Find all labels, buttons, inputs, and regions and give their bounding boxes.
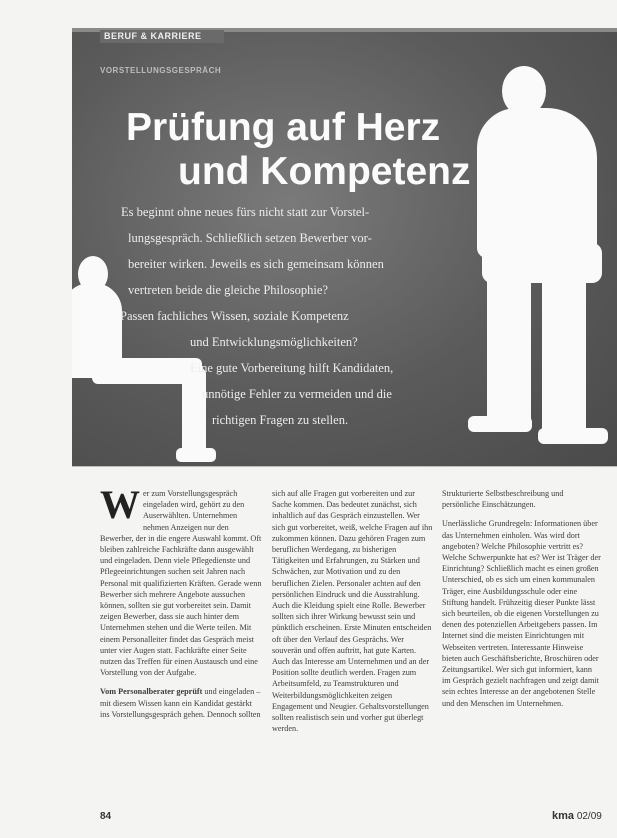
seated-person-right-leg-a [487,268,531,428]
seated-person-right-foot-a [468,416,532,432]
paragraph-lead: Vom Personalberater geprüft [100,687,203,697]
paragraph-text: und eingeladen – mit diesem Wissen kann ein Kandidat gestärkt ins Vorstellungsgespräch gehen. Dennoch sollten [100,687,261,719]
magazine-name: kma [552,810,575,822]
section-rubric: VORSTELLUNGSGESPRÄCH [100,66,222,75]
seated-person-right-leg-b [542,268,586,438]
headline-line-2: und Kompetenz [178,150,471,193]
intro-line: vertreten beide die gleiche Philosophie? [128,283,328,297]
paragraph [100,482,262,678]
divider [72,466,617,467]
paragraph [100,686,262,720]
seated-person-right-body [477,108,597,258]
paragraph-text: Unerlässliche Grundregeln: Informationen über das Unternehmen einholen. Was wird dort angeboten? Welche Philosophie vertritt es? Welche Schwerpunkte hat es? Wer ist Träger der Einrichtung? Schließlich macht es einen großen Unterschied, ob es sich um einen kommunalen Träger, eine Ausbildungsschule oder eine Stiftung handelt. Frühzeitig dieser Punkte lässt sich beurteilen, ob die eigenen Vorstellungen zu denen des potenziellen Arbeitgebers passen. Im Internet sind die meisten Einrichtungen mit Webseiten vertreten. Interessante Hinweise bieten auch Geschäftsberichte, Broschüren oder Zeitungsartikel. Wer sich gut informiert, kann im Gespräch gezielt nachfragen und zeigt damit sein echtes Interesse an der angebotenen Stelle und den Menschen im Unternehmen. [442,519,601,708]
intro-line: Passen fachliches Wissen, soziale Kompetenz [120,309,349,323]
intro-line: lungsgespräch. Schließlich setzen Bewerber vor- [128,231,372,245]
headline-line-1: Prüfung auf Herz [126,106,441,149]
page-number: 84 [100,811,112,822]
intro-line: Es beginnt ohne neues fürs nicht statt zur Vorstel- [121,205,370,219]
seated-person-left-foot [176,448,216,462]
body-column-2 [272,488,434,734]
intro-line: Eine gute Vorbereitung hilft Kandidaten, [190,361,394,375]
seated-person-left-shin [182,368,206,458]
magazine-footer [552,810,602,822]
seated-person-left-head [78,256,108,292]
intro-line: bereiter wirken. Jeweils es sich gemeinsam können [128,257,384,271]
body-column-1 [100,482,262,720]
paragraph-text: sich auf alle Fragen gut vorbereiten und zur Sache kommen. Das bedeutet zunächst, sich inhaltlich auf das Gespräch einzustellen. Wer sich gut vorbereitet, weiß, welche Fragen auf ihn zukommen können. Dazu gehören Fragen zum beruflichen Werdegang, zu bisherigen Tätigkeiten und Erfahrungen, zu Stärken und Schwächen, zur Motivation und zu den beruflichen Zielen. Personaler achten auf den persönlichen Eindruck und die Ausstrahlung. Auch die Kleidung spielt eine Rolle. Bewerber sollten sich ihrer Wirkung bewusst sein und pünktlich erscheinen. Erste Minuten entscheiden oft über den Verlauf des Gesprächs. Wer souverän und offen auftritt, hat gute Karten. Auch das Interesse am Unternehmen und an der Position sollte deutlich werden. Fragen zum Arbeitsumfeld, zu Teamstrukturen und Weiterbildungsmöglichkeiten zeigen Engagement und Neugier. Gehaltsvorstellungen sollten realistisch sein und vorher gut überlegt werden. [272,489,433,734]
issue-number: 02/09 [576,811,602,822]
drop-cap: W [100,482,140,527]
section-kicker: BERUF & KARRIERE [100,30,224,43]
intro-line: richtigen Fragen zu stellen. [212,413,349,427]
body-column-3 [442,488,602,709]
paragraph-text: Strukturierte Selbstbeschreibung und persönliche Einschätzungen. [442,489,564,510]
intro-line: unnötige Fehler zu vermeiden und die [202,387,392,401]
paragraph-text: er zum Vorstellungsgespräch eingeladen wird, gehört zu den Auserwählten. Unternehmen nehmen Anzeigen nur den Bewerber, der in die engere Auswahl kommt. Oft bleiben zahlreiche Fachkräfte dann ausgewählt und eingeladen. Denn viele Pflegedienste und Pflegeeinrichtungen suchen seit Jahren nach Personal mit qualifizierten Kräften. Gerade wenn Bewerber sich mehrere Angebote aussuchen können, sollten sie gut vorbereitet sein. Damit zeigen Bewerber, dass sie auch hinter dem Unternehmen stehen und die Werte teilen. Mit einem Personalleiter findet das Gespräch meist unter vier Augen statt. Fachkräfte einer Seite nutzen das Treffen für einen Austausch und eine Vorstellung von der Aufgabe. [100,489,262,678]
intro-line: und Entwicklungsmöglichkeiten? [190,335,358,349]
seated-person-right-foot-b [538,428,608,444]
